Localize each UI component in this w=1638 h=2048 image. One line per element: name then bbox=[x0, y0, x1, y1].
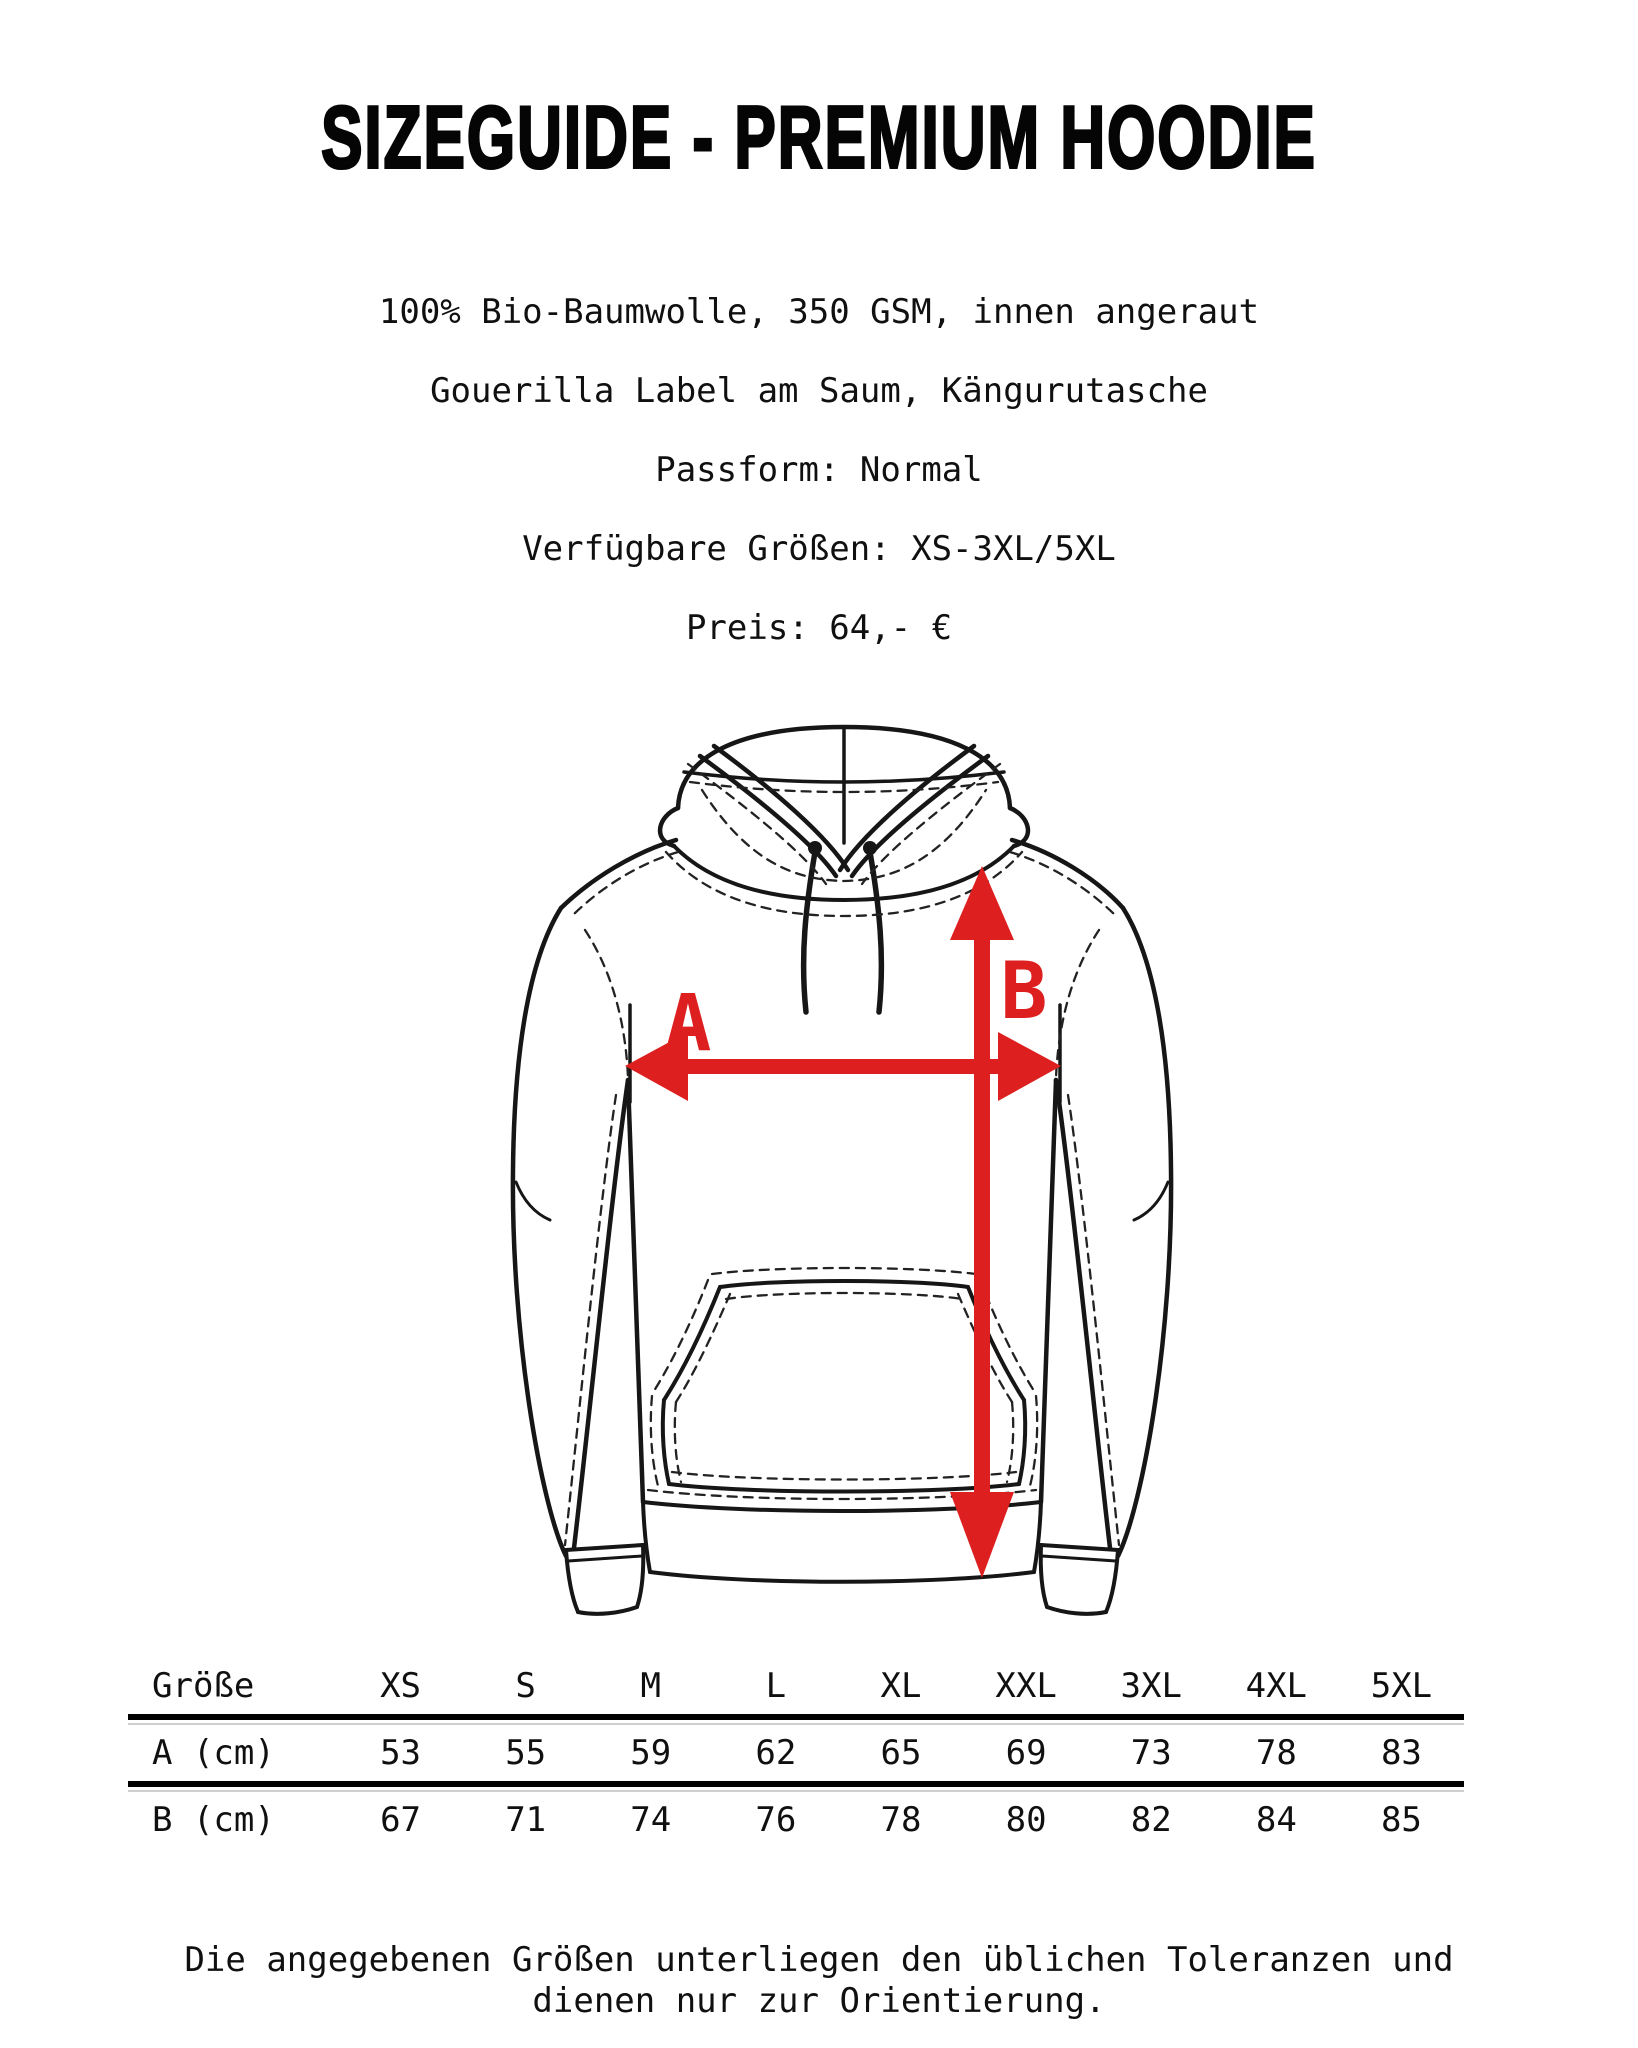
table-row-b bbox=[128, 1792, 1464, 1848]
value-b-xl: 78 bbox=[880, 1800, 922, 1840]
col-header-xl: XL bbox=[880, 1666, 922, 1706]
value-a-3xl: 73 bbox=[1130, 1733, 1172, 1773]
info-line-sizes: Verfügbare Größen: XS-3XL/5XL bbox=[522, 529, 1116, 569]
sleeves bbox=[513, 908, 1171, 1556]
value-b-xs: 67 bbox=[380, 1800, 422, 1840]
value-a-xs: 53 bbox=[380, 1733, 422, 1773]
value-b-xxl: 80 bbox=[1005, 1800, 1047, 1840]
info-line-price: Preis: 64,- € bbox=[685, 608, 953, 648]
page-title-row bbox=[0, 88, 1638, 188]
col-header-xs: XS bbox=[380, 1666, 422, 1706]
col-header-s: S bbox=[515, 1666, 536, 1706]
info-line-label: Gouerilla Label am Saum, Kängurutasche bbox=[430, 371, 1208, 411]
value-a-s: 55 bbox=[505, 1733, 547, 1773]
value-a-xxl: 69 bbox=[1005, 1733, 1047, 1773]
value-b-s: 71 bbox=[505, 1800, 547, 1840]
col-header-5xl: 5XL bbox=[1370, 1666, 1433, 1706]
table-row-a bbox=[128, 1725, 1464, 1781]
tolerance-note-line1: Die angegebenen Größen unterliegen den üblichen Toleranzen und bbox=[184, 1940, 1454, 1980]
size-table bbox=[128, 1658, 1464, 1848]
neckline bbox=[674, 846, 1014, 900]
value-a-xl: 65 bbox=[880, 1733, 922, 1773]
table-rule bbox=[128, 1714, 1464, 1725]
row-label-a: A (cm) bbox=[152, 1733, 275, 1773]
stitch-lines bbox=[565, 764, 1119, 1545]
col-header-4xl: 4XL bbox=[1245, 1666, 1308, 1706]
measure-label-a: A bbox=[664, 979, 712, 1069]
col-header-xxl: XXL bbox=[995, 1666, 1057, 1706]
value-b-3xl: 82 bbox=[1130, 1800, 1172, 1840]
col-header-l: L bbox=[765, 1666, 787, 1706]
col-header-m: M bbox=[640, 1666, 662, 1706]
size-table-header-row bbox=[128, 1658, 1464, 1714]
info-line-fit: Passform: Normal bbox=[655, 450, 983, 490]
measure-label-b: B bbox=[1000, 947, 1048, 1037]
info-line-material: 100% Bio-Baumwolle, 350 GSM, innen angeraut bbox=[378, 292, 1260, 332]
col-header-3xl: 3XL bbox=[1120, 1666, 1182, 1706]
value-b-m: 74 bbox=[630, 1800, 672, 1840]
kangaroo-pocket bbox=[663, 1281, 1025, 1492]
value-b-5xl: 85 bbox=[1380, 1800, 1422, 1840]
shoulders bbox=[561, 840, 1123, 908]
page-title: SIZEGUIDE - PREMIUM HOODIE bbox=[321, 89, 1317, 188]
body-sides bbox=[628, 1080, 1056, 1502]
hoodie-diagram bbox=[380, 680, 1280, 1640]
table-rule bbox=[128, 1781, 1464, 1792]
drawstrings bbox=[804, 852, 882, 1012]
value-b-l: 76 bbox=[755, 1800, 797, 1840]
cuff-right bbox=[1041, 1545, 1118, 1614]
value-a-4xl: 78 bbox=[1255, 1733, 1297, 1773]
col-header-size: Größe bbox=[152, 1666, 255, 1706]
value-b-4xl: 84 bbox=[1255, 1800, 1297, 1840]
product-info bbox=[0, 273, 1638, 668]
tolerance-note-line2: dienen nur zur Orientierung. bbox=[532, 1981, 1106, 2021]
row-label-b: B (cm) bbox=[152, 1800, 275, 1840]
value-a-m: 59 bbox=[630, 1733, 672, 1773]
tolerance-note bbox=[0, 1940, 1638, 2022]
cuff-left bbox=[566, 1545, 643, 1614]
value-a-5xl: 83 bbox=[1380, 1733, 1422, 1773]
value-a-l: 62 bbox=[755, 1733, 797, 1773]
